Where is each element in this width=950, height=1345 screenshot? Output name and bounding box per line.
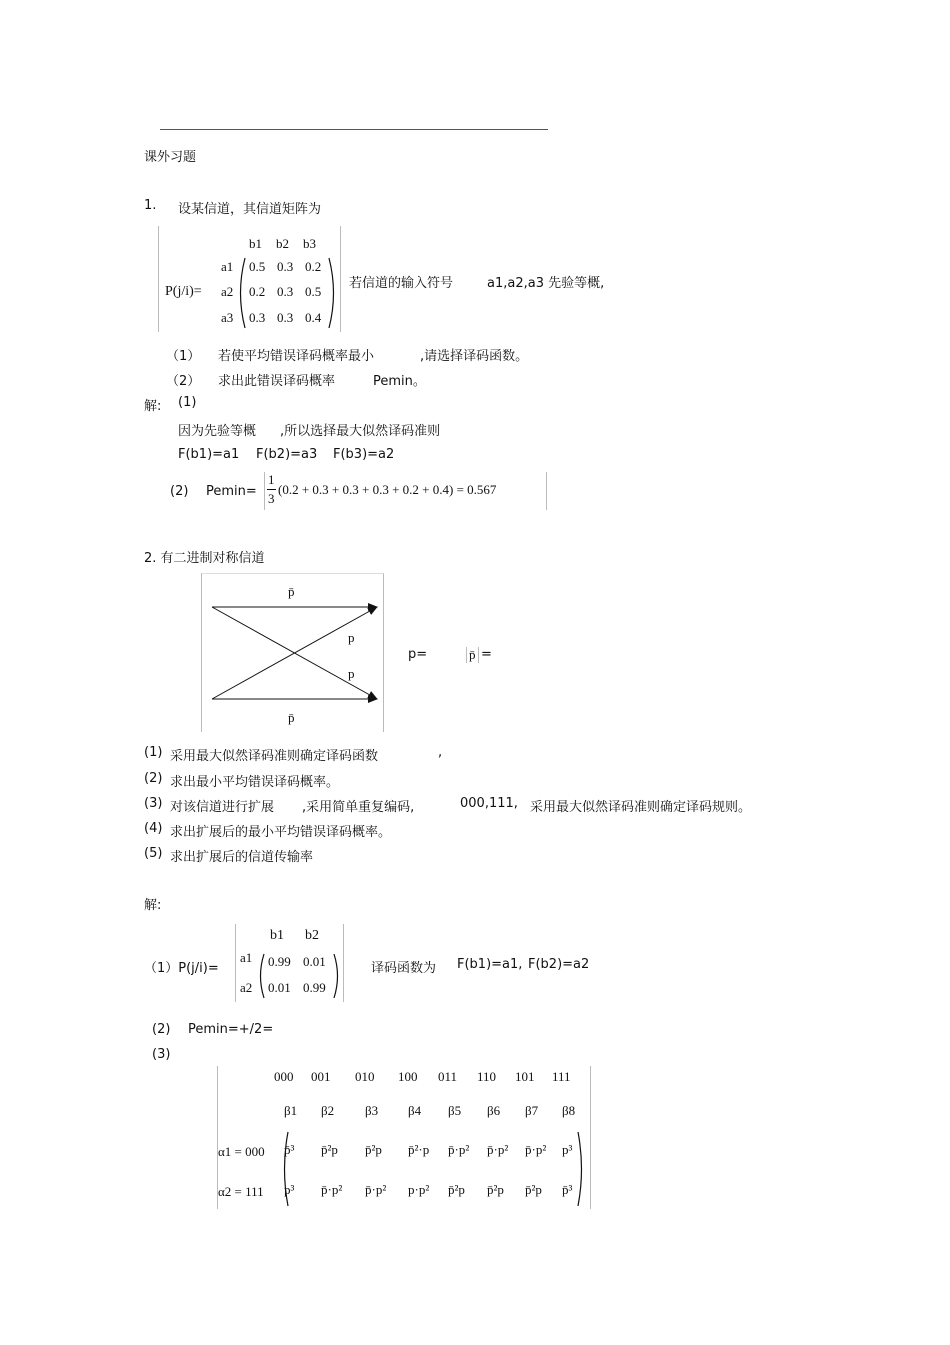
q1-row-a3: a3 [221, 310, 234, 325]
q2-sol1-label: （1）P(j/i)= [144, 961, 219, 976]
q2-cell: 0.99 [268, 954, 291, 969]
formula-body: (0.2 + 0.3 + 0.3 + 0.3 + 0.2 + 0.4) = 0.567 [278, 482, 497, 497]
q2-cell: 0.99 [303, 980, 326, 995]
bsc-cross-label: p [348, 630, 355, 645]
q2-matrix-box [235, 924, 344, 1002]
q2-sol2-text: Pemin=+/2= [188, 1022, 274, 1037]
q1-formula-box [264, 472, 547, 510]
q1-note-a: 若信道的输入符号 [349, 276, 454, 291]
q1-cell: 0.3 [277, 284, 294, 299]
code-cell: p̄·p² [365, 1182, 387, 1197]
code-col-header: 000 [274, 1069, 294, 1084]
q2-item-num: (4) [144, 821, 163, 836]
code-row-label: α2 = 111 [218, 1184, 264, 1199]
q2-row-a2: a2 [240, 980, 253, 995]
q2-pbar-symbol: p̄ [466, 647, 479, 663]
q2-item-num: (1) [144, 745, 163, 760]
q2-row-a1: a1 [240, 950, 253, 965]
q1-sub2-tail: Pemin。 [373, 374, 426, 389]
q1-fn-3: F(b3)=a2 [333, 447, 395, 462]
q1-cell: 0.3 [277, 310, 294, 325]
code-cell: p̄·p² [525, 1142, 547, 1157]
q2-p-eq: p= [408, 647, 428, 662]
code-cell: p̄²p [448, 1182, 465, 1197]
code-beta-label: β6 [487, 1103, 501, 1118]
q2-item-tail: , [438, 745, 443, 760]
code-beta-label: β1 [284, 1103, 298, 1118]
q1-fn-1: F(b1)=a1 [178, 447, 240, 462]
bsc-bottom-label: p̄ [288, 710, 295, 725]
code-col-header: 010 [355, 1069, 375, 1084]
code-cell: p̄³ [284, 1142, 295, 1157]
bsc-cross-label: p [348, 666, 355, 681]
q1-sub1-num: （1） [166, 349, 201, 364]
q2-col-b1: b1 [270, 928, 284, 943]
section-title: 课外习题 [144, 150, 197, 165]
code-cell: p³ [562, 1142, 573, 1157]
bsc-top-label: p̄ [288, 584, 295, 599]
q2-sol2-label: (2) [152, 1022, 171, 1037]
code-cell: p³ [284, 1182, 295, 1197]
code-col-header: 001 [311, 1069, 331, 1084]
q1-cell: 0.5 [249, 259, 266, 274]
code-cell: p̄²p [487, 1182, 504, 1197]
formula-denominator: 3 [268, 491, 275, 506]
code-beta-label: β7 [525, 1103, 539, 1118]
code-beta-label: β8 [562, 1103, 576, 1118]
code-cell: p̄·p² [448, 1142, 470, 1157]
q1-sol2-label: (2) [170, 484, 189, 499]
q2-item-text: 对该信道进行扩展 [170, 800, 275, 815]
q2-fn-2: F(b2)=a2 [528, 957, 590, 972]
q1-note-b: a1,a2,a3 先验等概, [487, 276, 605, 291]
q1-matrix-label: P(j/i)= [165, 284, 202, 299]
q2-cell: 0.01 [303, 954, 326, 969]
q2-item-tail2: 000,111, [460, 796, 518, 811]
q2-col-b2: b2 [305, 928, 319, 943]
q1-matrix-box [158, 226, 341, 332]
code-cell: p̄²p [321, 1142, 338, 1157]
code-beta-label: β2 [321, 1103, 335, 1118]
top-rule [160, 129, 548, 130]
q1-solution-part: (1) [178, 395, 197, 410]
code-cell: p̄³ [562, 1182, 573, 1197]
code-cell: p̄²·p [408, 1142, 430, 1157]
q1-reason-b: ,所以选择最大似然译码准则 [280, 424, 441, 439]
q2-item-num: (3) [144, 796, 163, 811]
formula-fraction-bar [267, 489, 276, 490]
q1-number: 1. [144, 198, 157, 213]
q2-item-text: 求出扩展后的最小平均错误译码概率。 [170, 825, 392, 840]
q1-cell: 0.2 [305, 259, 322, 274]
code-col-header: 111 [552, 1069, 571, 1084]
q1-sol2-pemin: Pemin= [206, 484, 257, 499]
code-beta-label: β4 [408, 1103, 422, 1118]
code-beta-label: β3 [365, 1103, 379, 1118]
q1-sub2-text: 求出此错误译码概率 [218, 374, 336, 389]
q2-sol3-label: (3) [152, 1047, 171, 1062]
code-col-header: 110 [477, 1069, 497, 1084]
bsc-diagram [201, 573, 384, 732]
q2-item-num: (2) [144, 771, 163, 786]
code-col-header: 101 [515, 1069, 535, 1084]
code-col-header: 011 [438, 1069, 458, 1084]
q2-item-text: 求出最小平均错误译码概率。 [170, 775, 340, 790]
q1-col-b2: b2 [276, 236, 289, 251]
q1-col-b3: b3 [303, 236, 316, 251]
q1-sub2-num: （2） [166, 374, 201, 389]
q1-sub1-tail: ,请选择译码函数。 [420, 349, 529, 364]
q1-fn-2: F(b2)=a3 [256, 447, 318, 462]
q2-item-tail: ,采用简单重复编码, [302, 800, 415, 815]
q2-fn-label: 译码函数为 [371, 961, 437, 976]
q2-title: 2. 有二进制对称信道 [144, 551, 265, 566]
q2-cell: 0.01 [268, 980, 291, 995]
q2-item-text: 求出扩展后的信道传输率 [170, 850, 314, 865]
q1-col-b1: b1 [249, 236, 262, 251]
q1-cell: 0.5 [305, 284, 322, 299]
q1-cell: 0.2 [249, 284, 266, 299]
code-beta-label: β5 [448, 1103, 462, 1118]
q1-intro: 设某信道，其信道矩阵为 [178, 202, 322, 217]
code-cell: p·p² [408, 1182, 430, 1197]
code-col-header: 100 [398, 1069, 418, 1084]
q2-item-num: (5) [144, 846, 163, 861]
q2-code-matrix-box [217, 1066, 591, 1209]
q1-cell: 0.3 [249, 310, 266, 325]
q1-reason-a: 因为先验等概 [178, 424, 257, 439]
q1-sub1-text: 若使平均错误译码概率最小 [218, 349, 375, 364]
code-cell: p̄·p² [487, 1142, 509, 1157]
q2-pbar-eq: = [481, 647, 492, 662]
q1-row-a1: a1 [221, 259, 234, 274]
code-cell: p̄·p² [321, 1182, 343, 1197]
q2-item-text: 采用最大似然译码准则确定译码函数 [170, 749, 379, 764]
q2-fn-1: F(b1)=a1, [457, 957, 523, 972]
code-row-label: α1 = 000 [218, 1144, 265, 1159]
code-cell: p̄²p [525, 1182, 542, 1197]
code-cell: p̄²p [365, 1142, 382, 1157]
formula-numerator: 1 [268, 472, 275, 487]
q1-solution-label: 解: [144, 399, 162, 414]
q1-cell: 0.3 [277, 259, 294, 274]
q1-cell: 0.4 [305, 310, 322, 325]
q2-item-tail3: 采用最大似然译码准则确定译码规则。 [530, 800, 752, 815]
q1-row-a2: a2 [221, 284, 234, 299]
q2-solution-label: 解: [144, 898, 162, 913]
